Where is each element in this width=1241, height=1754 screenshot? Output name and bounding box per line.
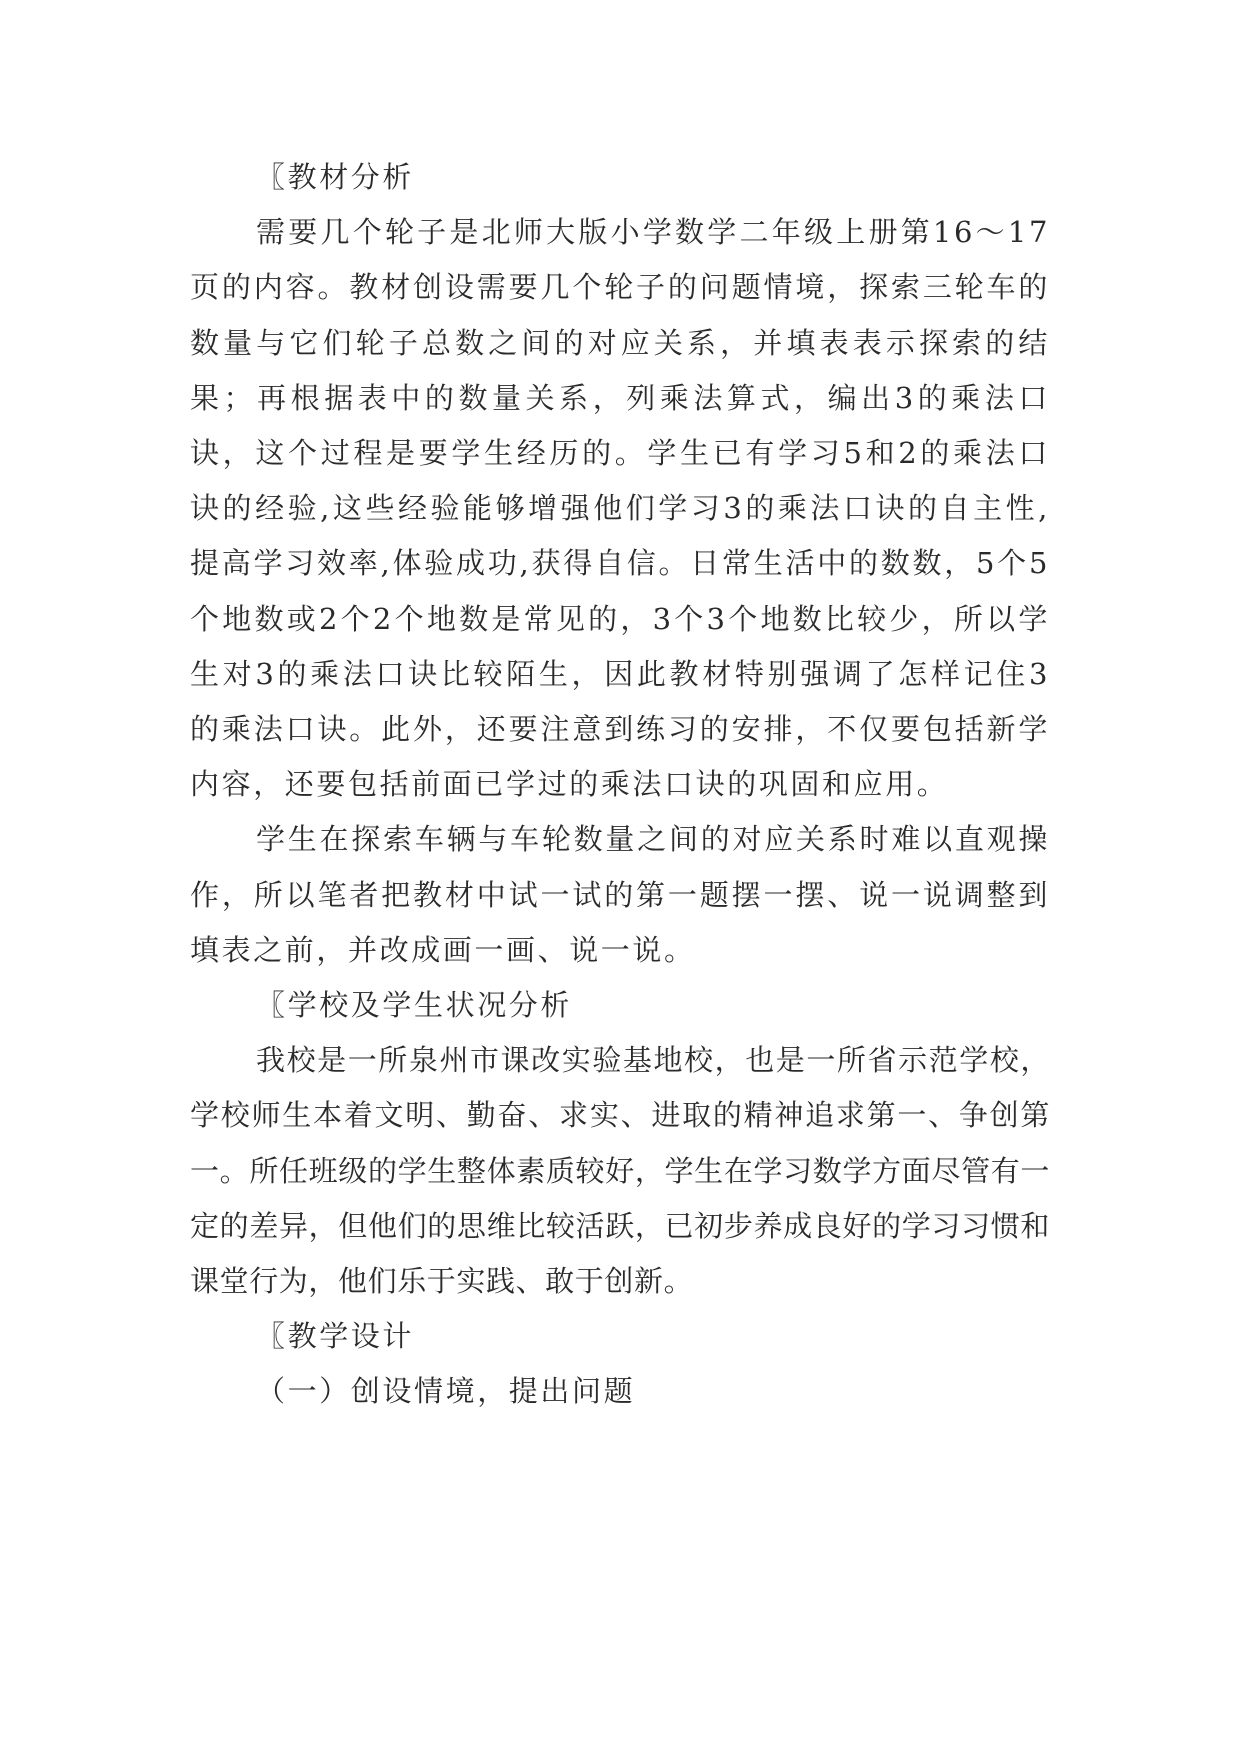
paragraph-adjustment: 学生在探索车辆与车轮数量之间的对应关系时难以直观操作，所以笔者把教材中试一试的第一题摆一摆、说一说调整到填表之前，并改成画一画、说一说。 (190, 822, 1050, 967)
paragraph-school-analysis: 我校是一所泉州市课改实验基地校，也是一所省示范学校，学校师生本着文明、勤奋、求实、进取的精神追求第一、争创第一。所任班级的学生整体素质较好，学生在学习数学方面尽管有一定的差异，但他们的思维比较活跃，已初步养成良好的学习习惯和课堂行为，他们乐于实践、敢于创新。 (190, 1043, 1050, 1299)
section-heading-teaching-design: 〖教学设计 (256, 1319, 415, 1354)
paragraph-textbook-analysis: 需要几个轮子是北师大版小学数学二年级上册第16～17页的内容。教材创设需要几个轮子的问题情境，探索三轮车的数量与它们轮子总数之间的对应关系，并填表表示探索的结果；再根据表中的数量关系，列乘法算式，编出3的乘法口诀，这个过程是要学生经历的。学生已有学习5和2的乘法口诀的经验,这些经验能够增强他们学习3的乘法口诀的自主性,提高学习效率,体验成功,获得自信。日常生活中的数数，5个5个地数或2个2个地数是常见的，3个3个地数比较少，所以学生对3的乘法口诀比较陌生，因此教材特别强调了怎样记住3的乘法口诀。此外，还要注意到练习的安排，不仅要包括新学内容，还要包括前面已学过的乘法口诀的巩固和应用。 (190, 215, 1050, 802)
document-page (190, 150, 1050, 1420)
section-heading-school-analysis: 〖学校及学生状况分析 (256, 988, 573, 1023)
section-heading-textbook-analysis: 〖教材分析 (256, 160, 415, 194)
subheading-create-situation: （一）创设情境，提出问题 (256, 1374, 636, 1409)
